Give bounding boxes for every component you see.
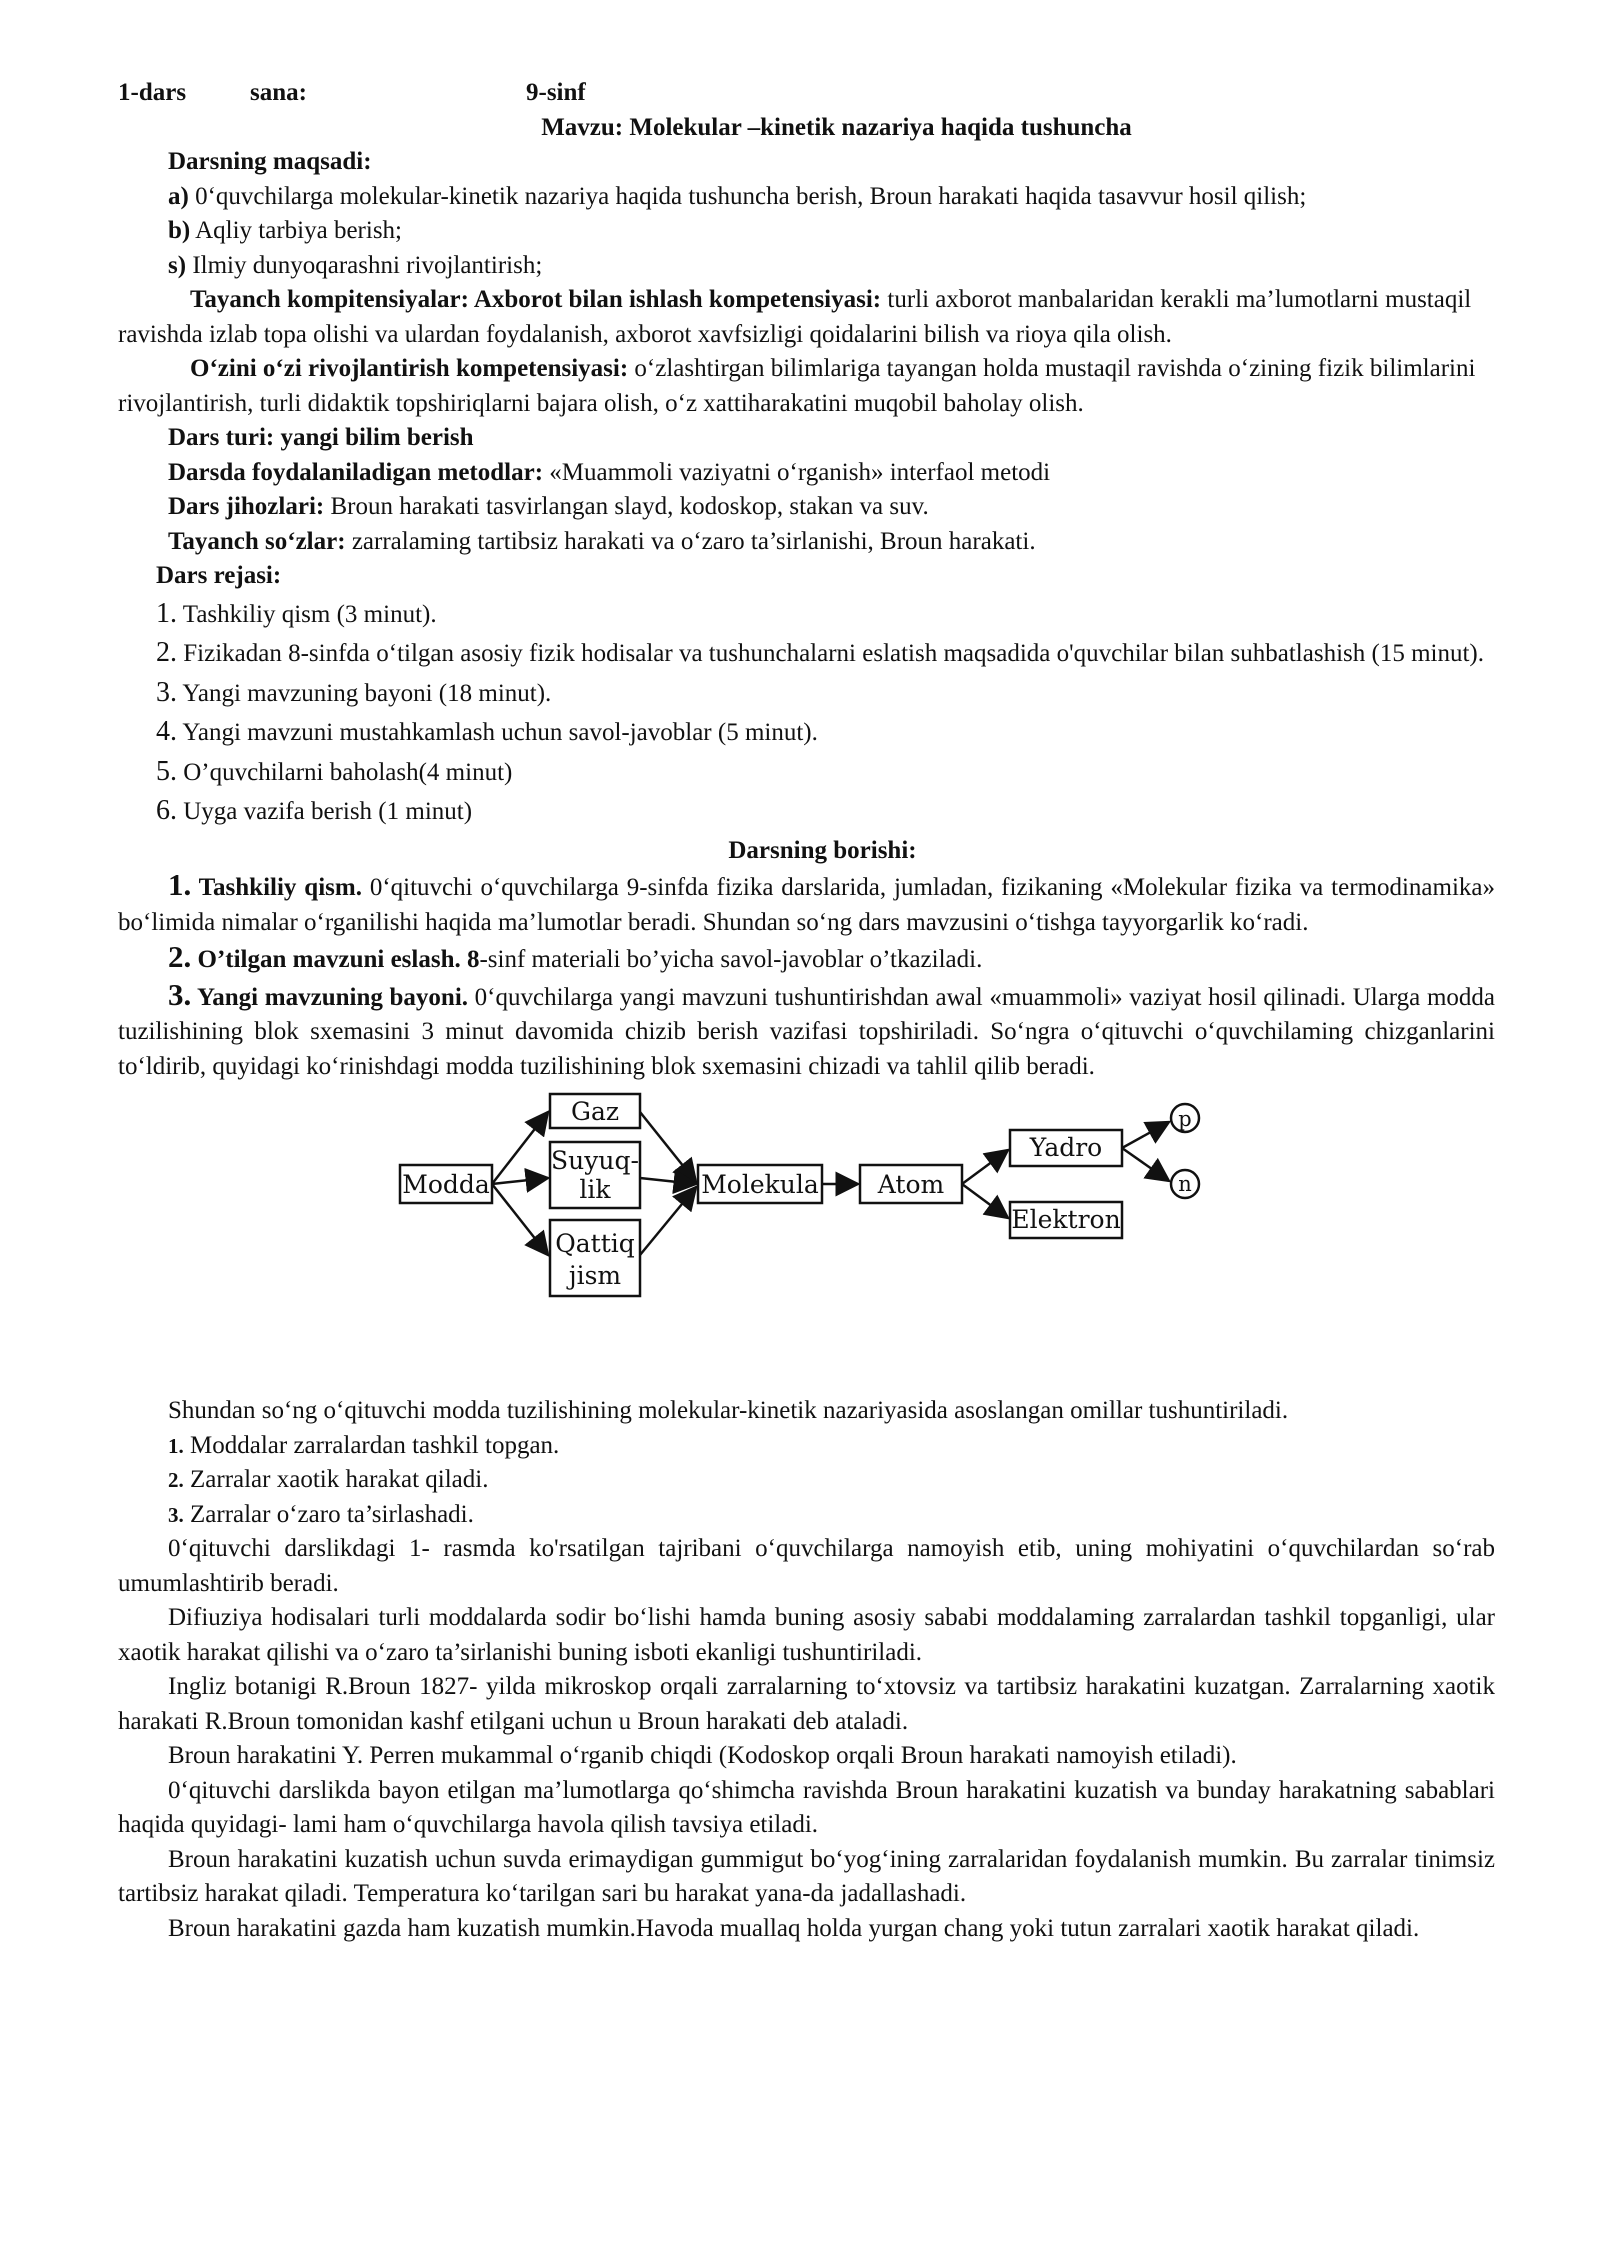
plan-item-text: Uyga vazifa berish (1 minut) (177, 798, 473, 825)
competency-2 (118, 352, 1495, 421)
plan-item (118, 794, 1495, 830)
lesson-type: Dars turi: yangi bilim berish (168, 424, 474, 451)
plan-item-text: O’quvchilarni baholash(4 minut) (177, 758, 513, 786)
list-item (118, 1429, 1495, 1464)
elektron-label: Elektron (1011, 1205, 1121, 1234)
plan-item (118, 676, 1495, 712)
atom-label: Atom (877, 1170, 945, 1199)
goal-a-label: a) (168, 182, 189, 210)
plan-item-text: Yangi mavzuning bayoni (18 minut). (177, 679, 552, 707)
body-paragraph: 0‘qituvchi darslikda bayon etilgan ma’lumotlarga qo‘shimcha ravishda Broun harakatini kuzatish va bunday harakatning sabablari haqida quyidagi- lami ham o‘quvchilarga havola qilish tavsiya etiladi. (118, 1776, 1495, 1838)
goal-a-text: 0‘quvchilarga molekular-kinetik nazariya haqida tushuncha berish, Broun harakati haqida tasavvur hosil qilish; (195, 182, 1307, 210)
modda-label: Modda (402, 1170, 490, 1199)
progress-step-1 (118, 868, 1495, 940)
competency-2-text: o‘zlashtirgan bilimlariga tayangan holda mustaqil ravishda o‘zining fizik bilimlarini rivojlantirish, turli didaktik topshiriqlarni bajara olish, o‘z xattiharakatini muqobil baholay olish. (118, 355, 1476, 417)
plan-item-text: Yangi mavzuni mustahkamlash uchun savol-javoblar (5 minut). (177, 719, 818, 746)
goal-b-label: b) (168, 217, 191, 244)
progress-step-2 (118, 940, 1495, 978)
topic-title (118, 111, 1495, 146)
neutron-label: n (1178, 1172, 1192, 1196)
topic-prefix: Mavzu: (541, 113, 624, 141)
suyuqlik-label-1: Suyuq- (551, 1146, 639, 1175)
equipment-text: Broun harakati tasvirlangan slayd, kodoskop, stakan va suv. (324, 493, 929, 520)
step-2-label: O’tilgan mavzuni eslash. 8 (191, 946, 480, 973)
plan-item (118, 755, 1495, 791)
plan-item-number: 1. (156, 597, 177, 629)
goal-b-text: Aqliy tarbiya berish; (195, 217, 403, 244)
equipment-label: Dars jihozlari: (168, 493, 325, 520)
body-paragraph: Difiuziya hodisalari turli moddalarda sodir bo‘lishi hamda buning asosiy sababi moddalaming zarralardan tashkil topganligi, ular xaotik harakat qilishi va o‘zaro ta’sirlanishi buning isboti ekanligi tushuntiriladi. (118, 1604, 1495, 1666)
proton-label: p (1178, 1107, 1192, 1131)
suyuqlik-label-2: lik (579, 1175, 611, 1204)
document-page (118, 76, 1495, 1946)
goal-s-label: s) (168, 251, 187, 279)
date-label: sana: (250, 79, 307, 106)
step-3-label: Yangi mavzuning bayoni. (191, 983, 469, 1011)
body-paragraph: Broun harakatini kuzatish uchun suvda erimaydigan gummigut bo‘yog‘ining zarralaridan foydalanish mumkin. Bu zarralar tinimsiz tartibsiz harakat qiladi. Temperatura ko‘tarilgan sari bu harakat yana-da jadallashadi. (118, 1845, 1495, 1907)
keywords-label: Tayanch so‘zlar: (168, 527, 346, 555)
plan-item (118, 715, 1495, 751)
goals-heading: Darsning maqsadi: (168, 148, 372, 175)
keywords (118, 525, 1495, 560)
plan-item-text: Tashkiliy qism (3 minut). (177, 600, 437, 628)
body-paragraph: Broun harakatini gazda ham kuzatish mumkin.Havoda muallaq holda yurgan chang yoki tutun zarralari xaotik harakat qiladi. (168, 1914, 1420, 1942)
step-2-text: -sinf materiali bo’yicha savol-javoblar o’tkaziladi. (479, 946, 983, 973)
plan-item-text: Fizikadan 8-sinfda o‘tilgan asosiy fizik hodisalar va tushunchalarni eslatish maqsadida o'quvchilar bilan suhbatlashish (15 minut). (177, 640, 1484, 667)
topic-text: Molekular –kinetik nazariya haqida tushuncha (629, 113, 1132, 141)
plan-item-number: 4. (156, 716, 177, 747)
plan-list (118, 597, 1495, 830)
plan-item-number: 3. (156, 676, 177, 708)
plan-item-number: 6. (156, 795, 177, 826)
competency-1-label: Tayanch kompitensiyalar: Axborot bilan ishlash kompetensiyasi: (190, 286, 882, 313)
goal-s (118, 249, 1495, 284)
plan-item-number: 2. (156, 637, 177, 668)
list-item-text: Zarralar o‘zaro ta’sirlashadi. (183, 1500, 474, 1528)
plan-heading: Dars rejasi: (156, 562, 282, 589)
list-item (118, 1463, 1495, 1498)
qattiq-label-1: Qattiq (555, 1229, 635, 1258)
equipment (118, 490, 1495, 525)
competency-2-label: O‘zini o‘zi rivojlantirish kompetensiyasi: (190, 355, 629, 382)
step-3-number: 3. (168, 976, 192, 1012)
list-item-text: Zarralar xaotik harakat qiladi. (183, 1466, 489, 1493)
qattiq-label-2: jism (568, 1261, 622, 1290)
goal-s-text: Ilmiy dunyoqarashni rivojlantirish; (192, 251, 543, 279)
step-1-label: Tashkiliy qism. (191, 874, 362, 901)
plan-item (118, 597, 1495, 633)
step-3-text: 0‘quvchilarga yangi mavzuni tushuntirishdan awal «muammoli» vaziyat hosil qilinadi. Ularga modda tuzilishining blok sxemasini 3 minut davomida chizib berish vazifasi topshiriladi. So‘ngra o‘qituvchi o‘quvchilaming chizganlarini to‘ldirib, quyidagi ko‘rinishdagi modda tuzilishining blok sxemasini chizadi va tahlil qilib beradi. (118, 983, 1495, 1080)
methods-label: Darsda foydalaniladigan metodlar: (168, 458, 544, 486)
molekula-label: Molekula (701, 1170, 819, 1199)
competency-1-text: turli axborot manbalaridan kerakli ma’lumotlarni mustaqil ravishda izlab topa olishi va ulardan foydalanish, axborot xavfsizligi qoidalarini bilish va rioya qila olish. (118, 286, 1472, 348)
gaz-label: Gaz (570, 1097, 620, 1126)
list-item-text: Moddalar zarralardan tashkil topgan. (183, 1431, 560, 1459)
yadro-label: Yadro (1029, 1133, 1103, 1162)
methods-text: «Muammoli vaziyatni o‘rganish» interfaol metodi (543, 458, 1051, 486)
plan-item (118, 636, 1495, 672)
lesson-header (118, 76, 1495, 111)
body-paragraph: Ingliz botanigi R.Broun 1827- yilda mikroskop orqali zarralarning to‘xtovsiz va tartibsiz harakatini kuzatgan. Zarralarning xaotik harakati R.Broun tomonidan kashf etilgani uchun u Broun harakati deb ataladi. (118, 1673, 1495, 1735)
progress-heading: Darsning borishi: (728, 836, 917, 864)
grade-label: 9-sinf (526, 79, 586, 106)
list-item (118, 1498, 1495, 1533)
body-paragraph: Broun harakatini Y. Perren mukammal o‘rganib chiqdi (Kodoskop orqali Broun harakati namoyish etiladi). (168, 1742, 1237, 1769)
methods (118, 456, 1495, 491)
list-item-number: 1. (168, 1433, 184, 1458)
step-1-text: 0‘qituvchi o‘quvchilarga 9-sinfda fizika darslarida, jumladan, fizikaning «Molekular fizika va termodinamika» bo‘limida nimalar o‘rganilishi haqida ma’lumotlar beradi. Shundan so‘ng dars mavzusini o‘tishga tayyorgarlik ko‘radi. (118, 874, 1495, 936)
step-2-number: 2. (168, 939, 192, 974)
progress-step-3 (118, 978, 1495, 1085)
body-paragraph: 0‘qituvchi darslikdagi 1- rasmda ko'rsatilgan tajribani o‘quvchilarga namoyish etib, uning mohiyatini o‘quvchilardan so‘rab umumlashtirib beradi. (118, 1535, 1495, 1597)
block-scheme (398, 1090, 1338, 1360)
lesson-number: 1-dars (118, 79, 187, 106)
competency-1 (118, 283, 1495, 352)
goal-a (118, 180, 1495, 215)
matter-structure-diagram (118, 1090, 1495, 1368)
body-paragraph: Shundan so‘ng o‘qituvchi modda tuzilishining molekular-kinetik nazariyasida asoslangan omillar tushuntiriladi. (168, 1397, 1289, 1424)
step-1-number: 1. (168, 867, 192, 902)
list-item-number: 2. (168, 1468, 184, 1492)
plan-item-number: 5. (156, 755, 177, 787)
list-item-number: 3. (168, 1502, 184, 1527)
keywords-text: zarralaming tartibsiz harakati va o‘zaro ta’sirlanishi, Broun harakati. (345, 527, 1036, 555)
goal-b (118, 214, 1495, 249)
